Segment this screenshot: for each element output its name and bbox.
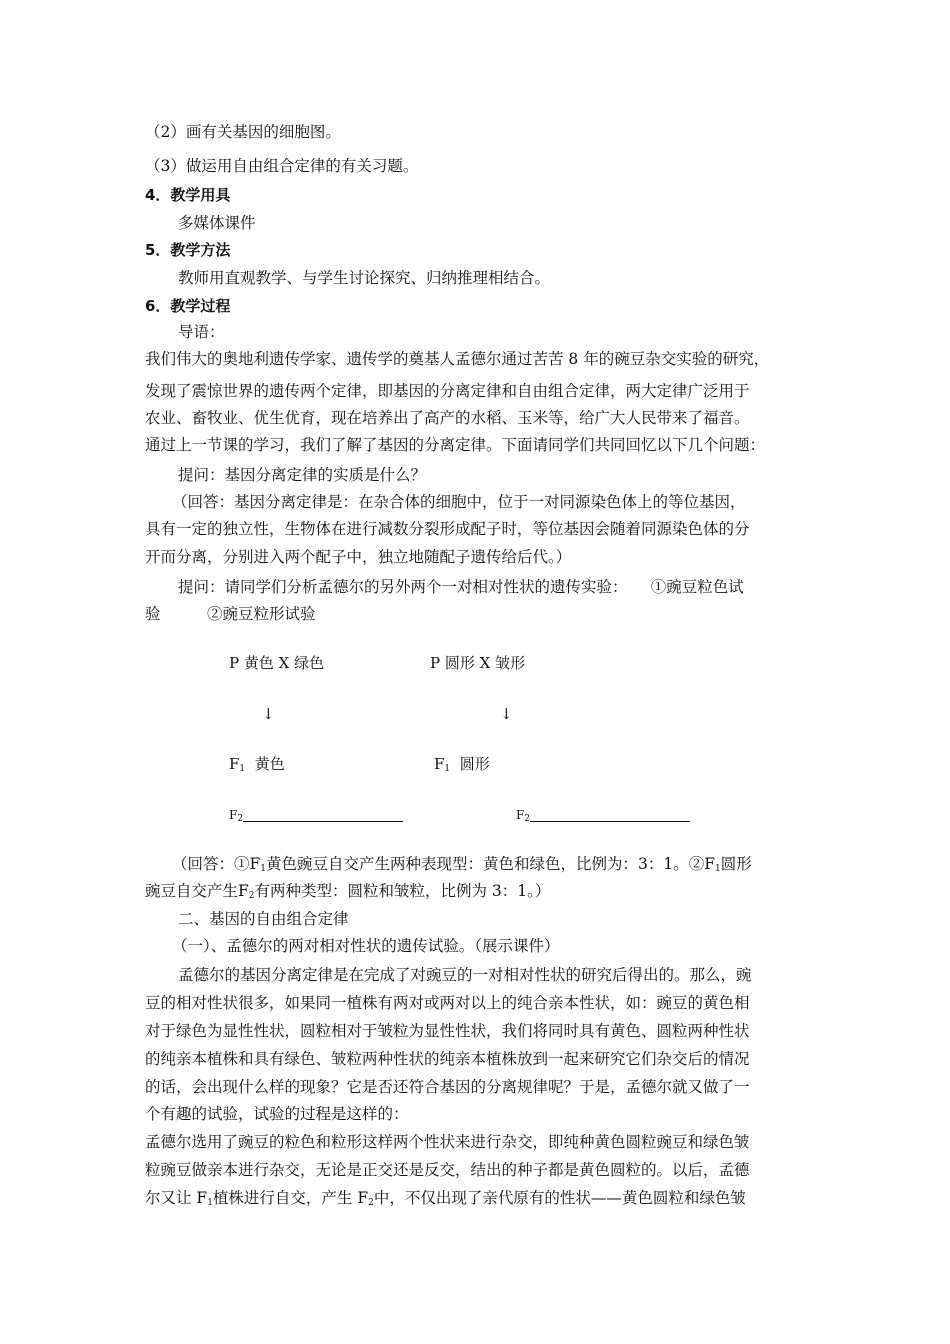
f1-color: $F_1$ 黄色 [229,755,285,774]
question-2-line: 验 ②豌豆粒形试验 [145,605,316,623]
answer-2-line: （回答：$①F_1$黄色豌豆自交产生两种表现型：黄色和绿色，比例为：3：1。$②F_1$圆形 [172,855,752,874]
f2-color: $F_2$ [229,804,403,829]
intro-line: 农业、畜牧业、优生优育，现在培养出了高产的水稻、玉米等，给广大人民带来了福音。 [145,409,750,427]
paragraph-line: 尔又让 $F_1$植株进行自交，产生 $F_2$中，不仅出现了亲代原有的性状——黄色圆粒和绿色皱 [145,1189,746,1208]
paragraph-line: 的纯亲本植株和具有绿色、皱粒两种性状的纯亲本植株放到一起来研究它们杂交后的情况 [145,1050,750,1068]
intro-line: 我们伟大的奥地利遗传学家、遗传学的奠基人孟德尔通过苦苦 8 年的碗豆杂交实验的研究， [145,350,770,368]
part-2-heading: 二、基因的自由组合定律 [178,910,349,928]
part-2-subheading: （一）、孟德尔的两对相对性状的遗传试验。（展示课件） [172,937,560,955]
parent-cross-shape: P 圆形 X 皱形 [430,654,526,672]
intro-label: 导语： [178,323,225,341]
paragraph-line: 个有趣的试验，试验的过程是这样的： [145,1105,409,1123]
section-6-heading: 6．教学过程 [145,297,231,315]
section-4-heading: 4．教学用具 [145,186,231,204]
paragraph-line: 孟德尔的基因分离定律是在完成了对豌豆的一对相对性状的研究后得出的。那么，豌 [178,966,752,984]
down-arrow-icon: ↓ [262,705,275,723]
question-1: 提问：基因分离定律的实质是什么？ [178,466,427,484]
paragraph-line: 孟德尔选用了豌豆的粒色和粒形这样两个性状来进行杂交，即纯种黄色圆粒豌豆和绿色皱 [145,1133,750,1151]
parent-cross-color: P 黄色 X 绿色 [229,654,325,672]
section-5-body: 教师用直观教学、与学生讨论探究、归纳推理相结合。 [178,269,551,287]
list-item-3: （3）做运用自由组合定律的有关习题。 [145,157,419,175]
answer-1-line: 开而分离，分别进入两个配子中，独立地随配子遗传给后代。） [145,548,572,566]
f1-shape: $F_1$ 圆形 [434,755,490,774]
answer-2-line: 豌豆自交产生$F_2$有两种类型：圆粒和皱粒，比例为 3：1。） [145,882,551,901]
intro-line: 通过上一节课的学习，我们了解了基因的分离定律。下面请同学们共同回忆以下几个问题： [145,436,766,454]
f2-color-blank [243,807,403,822]
section-5-heading: 5．教学方法 [145,241,231,259]
answer-1-line: （回答：基因分离定律是：在杂合体的细胞中，位于一对同源染色体上的等位基因， [172,493,746,511]
section-4-body: 多媒体课件 [178,214,256,232]
answer-1-line: 具有一定的独立性，生物体在进行减数分裂形成配子时，等位基因会随着同源染色体的分 [145,520,750,538]
paragraph-line: 的话，会出现什么样的现象？它是否还符合基因的分离规律呢？于是，孟德尔就又做了一 [145,1078,750,1096]
question-2-line: 提问：请同学们分析孟德尔的另外两个一对相对性状的遗传实验： ①豌豆粒色试 [178,578,744,596]
intro-line: 发现了震惊世界的遗传两个定律，即基因的分离定律和自由组合定律，两大定律广泛用于 [145,382,750,400]
list-item-2: （2）画有关基因的细胞图。 [145,123,341,141]
down-arrow-icon: ↓ [500,705,513,723]
f2-shape: $F_2$ [516,804,690,829]
f2-shape-blank [530,807,690,822]
paragraph-line: 豆的相对性状很多，如果同一植株有两对或两对以上的纯合亲本性状，如：豌豆的黄色相 [145,994,750,1012]
paragraph-line: 粒豌豆做亲本进行杂交，无论是正交还是反交，结出的种子都是黄色圆粒的。以后，孟德 [145,1161,750,1179]
paragraph-line: 对于绿色为显性性状，圆粒相对于皱粒为显性性状，我们将同时具有黄色、圆粒两种性状 [145,1022,750,1040]
